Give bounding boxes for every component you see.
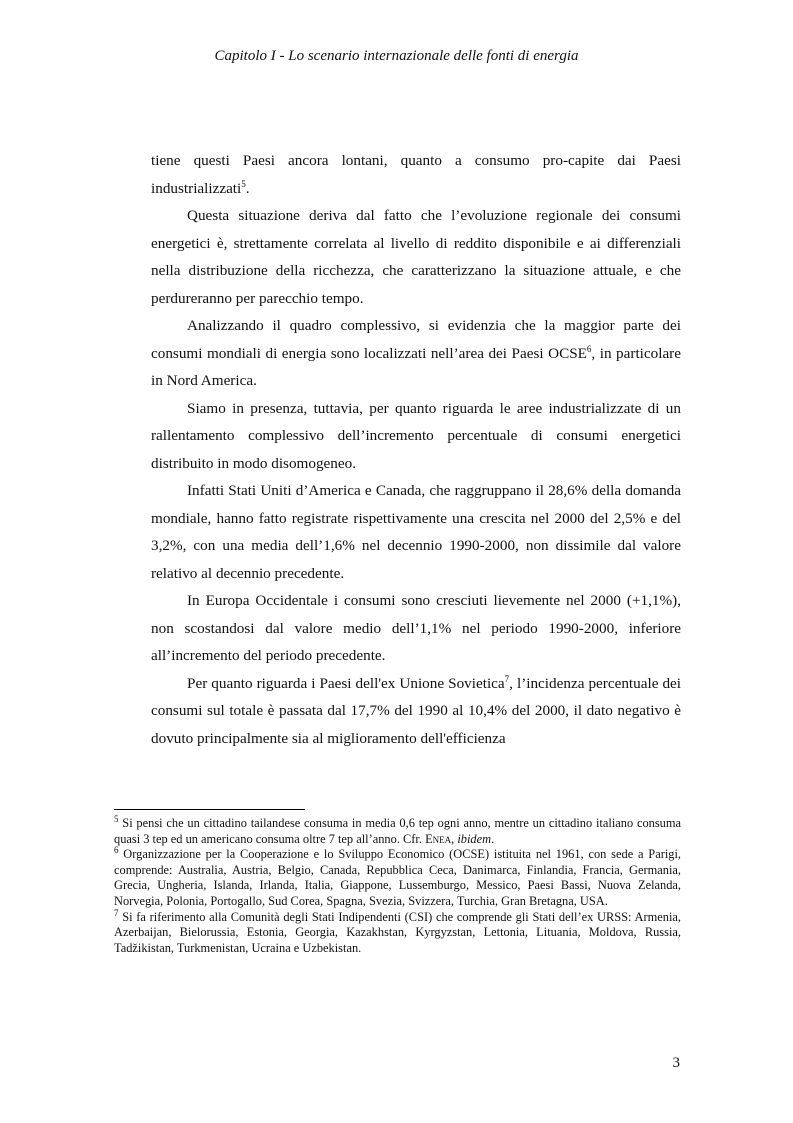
- paragraph-3-text: Analizzando il quadro complessivo, si evidenzia che la maggior parte dei consumi mondiali di energia sono localizzati nell’area dei Paesi OCSE: [151, 317, 681, 362]
- footnote-6: [114, 847, 681, 909]
- paragraph-7-end: , l’incidenza percentuale dei consumi sul totale è passata dal 17,7% del 1990 al 10,4% del 2000, il dato negativo è dovuto principalmente sia al miglioramento dell'efficienza: [151, 674, 682, 747]
- footnote-ref-7: 7: [504, 673, 510, 684]
- paragraph-3: [151, 312, 681, 395]
- paragraph-7-text: Per quanto riguarda i Paesi dell'ex Unione Sovietica: [187, 674, 505, 692]
- running-header: Capitolo I - Lo scenario internazionale delle fonti di energia: [214, 48, 579, 64]
- paragraph-3-end: , in particolare in Nord America.: [151, 344, 681, 389]
- paragraph-2: Questa situazione deriva dal fatto che l’evoluzione regionale dei consumi energetici è, strettamente correlata al livello di reddito disponibile e ai differenziali nella distribuzione della ricchezza, che caratterizzano la situazione attuale, e che perdureranno per parecchio tempo.: [151, 207, 681, 307]
- paragraph-6: In Europa Occidentale i consumi sono cresciuti lievemente nel 2000 (+1,1%), non scostandosi dal valore medio dell’1,1% nel periodo 1990-2000, inferiore all’incremento del periodo precedente.: [151, 592, 681, 664]
- paragraph-5: Infatti Stati Uniti d’America e Canada, che raggruppano il 28,6% della domanda mondiale, hanno fatto registrate rispettivamente una crescita nel 2000 del 2,5% e del 3,2%, con una media dell’1,6% nel decennio 1990-2000, non dissimile dal valore relativo al decennio precedente.: [151, 482, 681, 582]
- footnote-7: [114, 907, 681, 957]
- footnote-6-number: 6: [114, 845, 119, 856]
- footnotes: [114, 813, 681, 956]
- footnote-5: [114, 813, 681, 847]
- paragraph-1-end: .: [245, 179, 250, 197]
- footnote-5-number: 5: [114, 813, 119, 824]
- paragraph-1: [151, 147, 681, 202]
- footnote-7-text: Si fa riferimento alla Comunità degli Stati Indipendenti (CSI) che comprende gli Stati dell’ex URSS: Armenia, Azerbaijan, Bielorussia, Estonia, Georgia, Kazakhstan, Kyrgyzstan, Lettonia, Lituania, Moldova, Russia, Tadžikistan, Turkmenistan, Ucraina e Uzbekistan.: [114, 909, 681, 955]
- footnote-5-separator: ,: [451, 831, 458, 846]
- footnote-5-ibidem: ibidem: [457, 831, 492, 846]
- footnote-6-text: Organizzazione per la Cooperazione e lo Sviluppo Economico (OCSE) istituita nel 1961, con sede a Parigi, comprende: Australia, Austria, Belgio, Canada, Repubblica Ceca, Danimarca, Finlandia, Francia, Germania, Grecia, Ungheria, Islanda, Irlanda, Italia, Giappone, Lussemburgo, Messico, Paesi Bassi, Nuova Zelanda, Norvegia, Polonia, Portogallo, Sud Corea, Spagna, Svezia, Svizzera, Turchia, Gran Bretagna, USA.: [114, 847, 681, 908]
- paragraph-1-text: tiene questi Paesi ancora lontani, quanto a consumo pro-capite dai Paesi industrializzati: [151, 152, 681, 197]
- footnote-ref-6: 6: [586, 343, 592, 354]
- main-body-text: [151, 147, 681, 752]
- page-number: 3: [672, 1055, 680, 1071]
- paragraph-4: Siamo in presenza, tuttavia, per quanto riguarda le aree industrializzate di un rallentamento complessivo dell’incremento percentuale di consumi energetici distribuito in modo disomogeneo.: [151, 399, 681, 472]
- footnote-separator: [114, 809, 305, 810]
- footnote-5-text: Si pensi che un cittadino tailandese consuma in media 0,6 tep ogni anno, mentre un cittadino italiano consuma quasi 3 tep ed un americano consuma oltre 7 tep all’anno. Cfr.: [114, 816, 681, 846]
- footnote-7-number: 7: [114, 907, 119, 918]
- footnote-5-source: Enea: [425, 831, 452, 846]
- footnote-5-end: .: [491, 831, 495, 846]
- paragraph-7: [151, 670, 681, 753]
- footnote-ref-5: 5: [241, 178, 246, 189]
